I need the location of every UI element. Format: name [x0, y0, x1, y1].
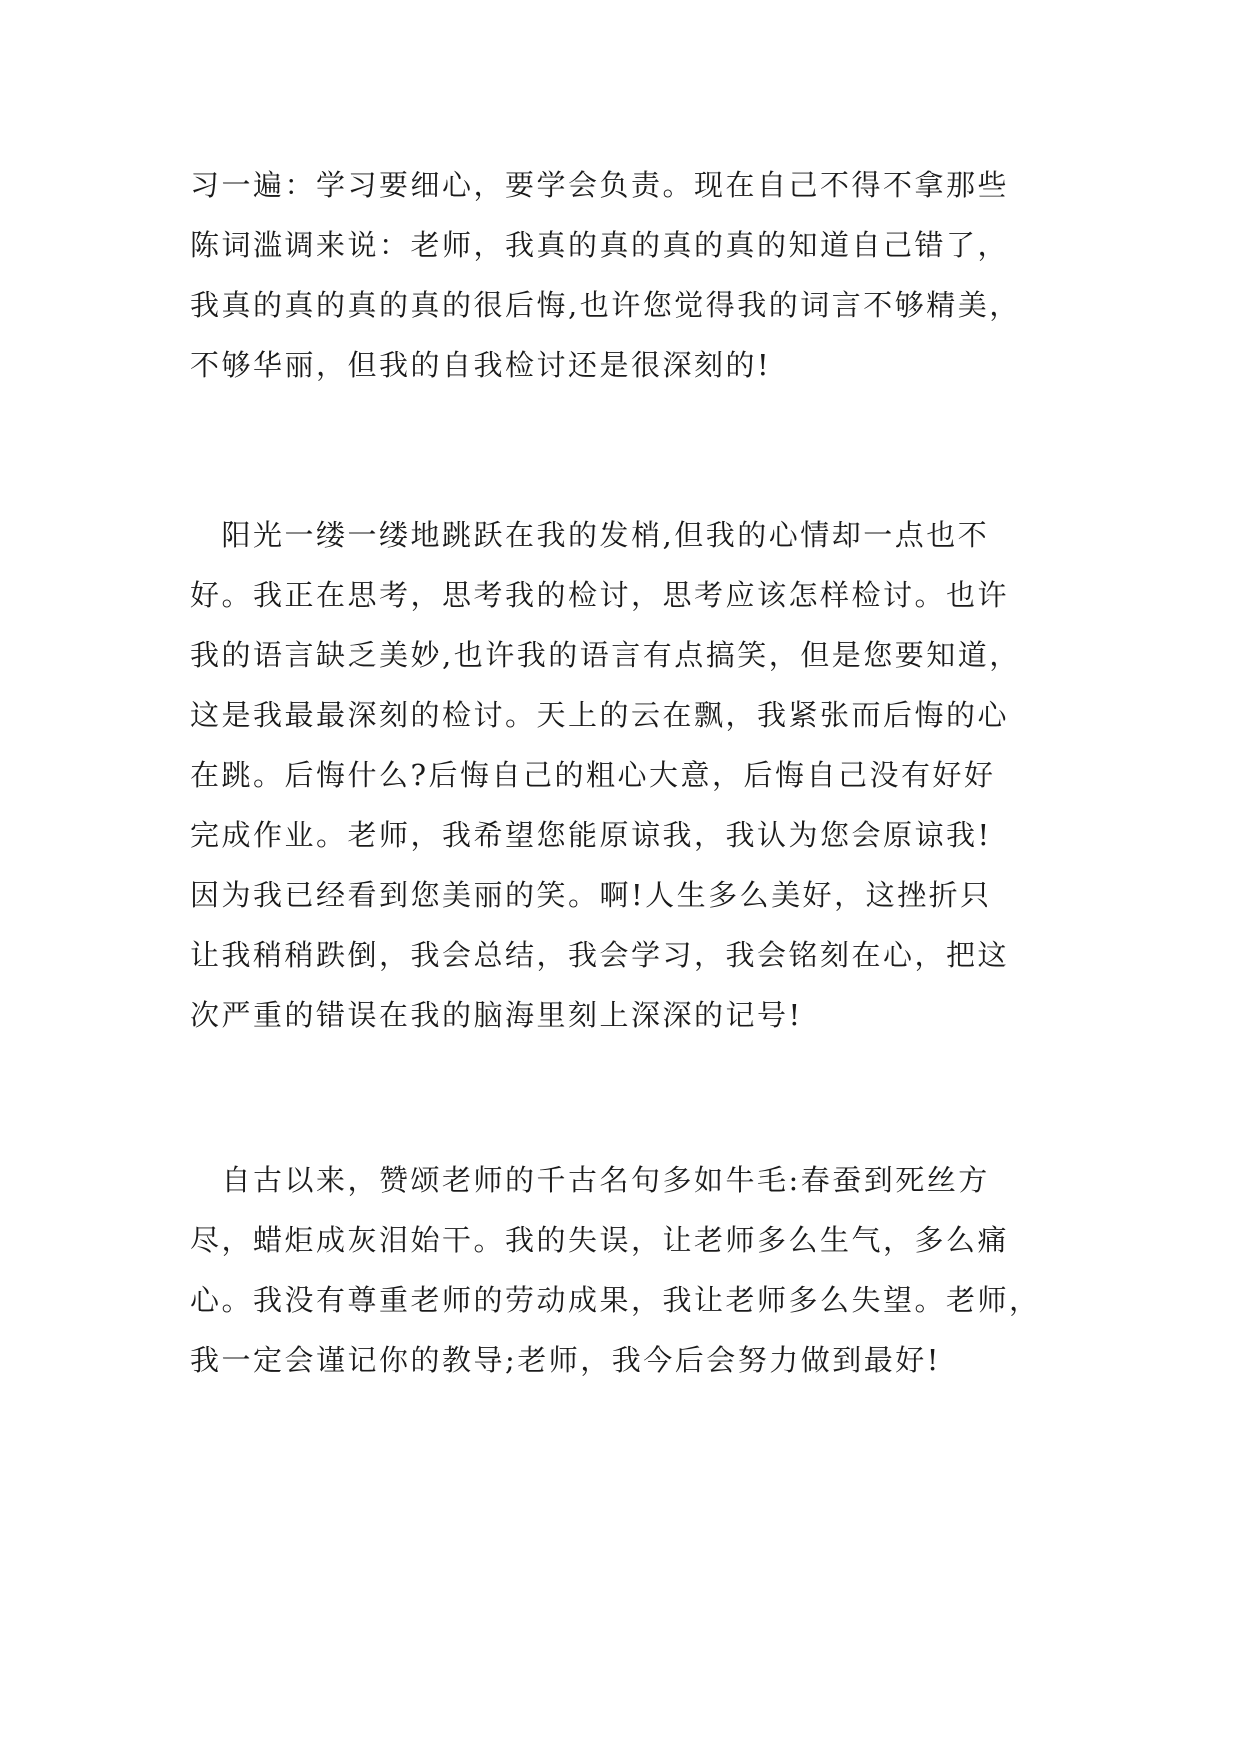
text-line: 让我稍稍跌倒，我会总结，我会学习，我会铭刻在心，把这 — [190, 938, 1010, 972]
text-line: 完成作业。老师，我希望您能原谅我，我认为您会原谅我! — [190, 818, 992, 852]
text-line: 尽，蜡炬成灰泪始干。我的失误，让老师多么生气，多么痛 — [190, 1223, 1010, 1257]
text-line: 这是我最最深刻的检讨。天上的云在飘，我紧张而后悔的心 — [190, 698, 1010, 732]
text-line: 次严重的错误在我的脑海里刻上深深的记号! — [190, 998, 803, 1032]
text-line: 自古以来，赞颂老师的千古名句多如牛毛:春蚕到死丝方 — [190, 1163, 990, 1197]
text-line: 好。我正在思考，思考我的检讨，思考应该怎样检讨。也许 — [190, 578, 1010, 612]
text-line: 我一定会谨记你的教导;老师，我今后会努力做到最好! — [190, 1343, 941, 1377]
text-line: 不够华丽，但我的自我检讨还是很深刻的! — [190, 348, 772, 382]
text-line: 我真的真的真的真的很后悔,也许您觉得我的词言不够精美， — [190, 288, 1021, 322]
text-line: 因为我已经看到您美丽的笑。啊!人生多么美好，这挫折只 — [190, 878, 992, 912]
paragraph-3 — [190, 1150, 1090, 1390]
text-line: 我的语言缺乏美妙,也许我的语言有点搞笑，但是您要知道， — [190, 638, 1021, 672]
paragraph-1 — [190, 155, 1090, 395]
text-line: 在跳。后悔什么?后悔自己的粗心大意，后悔自己没有好好 — [190, 758, 996, 792]
paragraph-2 — [190, 505, 1090, 1045]
text-line: 阳光一缕一缕地跳跃在我的发梢,但我的心情却一点也不 — [190, 518, 990, 552]
text-line: 陈词滥调来说：老师，我真的真的真的真的知道自己错了， — [190, 228, 1010, 262]
text-line: 习一遍：学习要细心，要学会负责。现在自己不得不拿那些 — [190, 168, 1010, 202]
text-line: 心。我没有尊重老师的劳动成果，我让老师多么失望。老师， — [190, 1283, 1041, 1317]
